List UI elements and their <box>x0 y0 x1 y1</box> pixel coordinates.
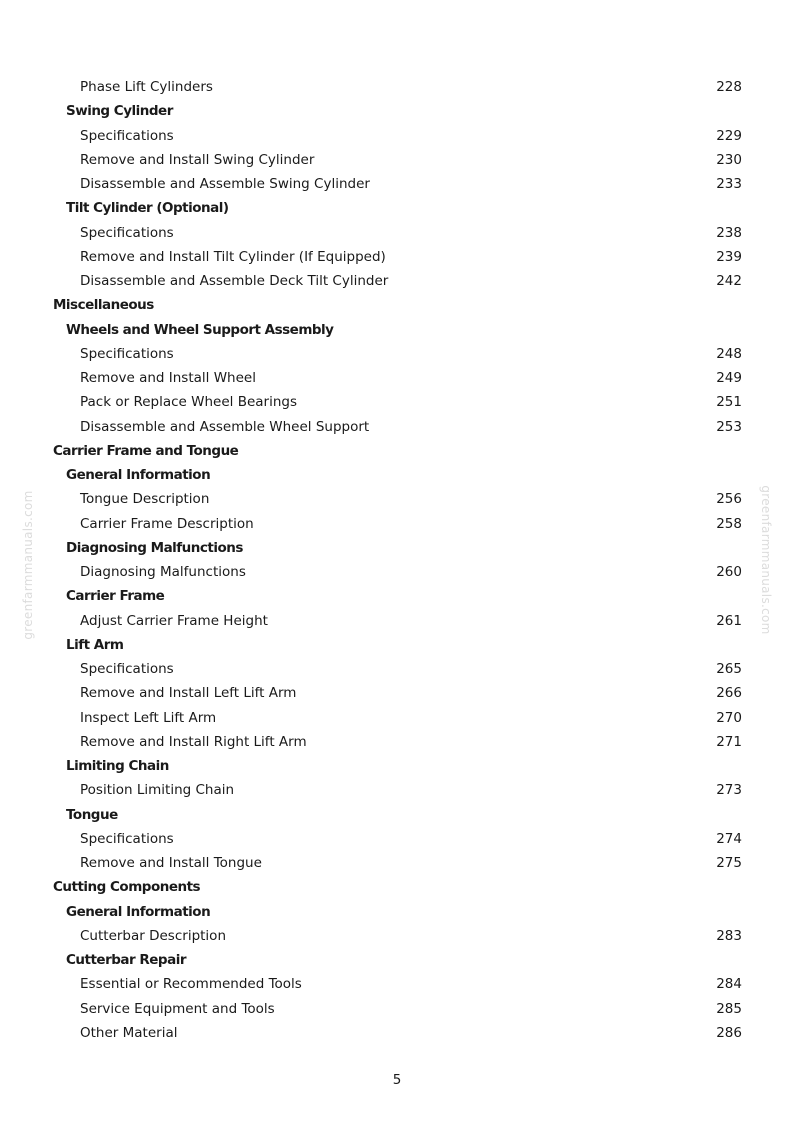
toc-entry[interactable] <box>0 997 794 1021</box>
toc-entry[interactable] <box>0 512 794 536</box>
toc-entry-label: Remove and Install Tilt Cylinder (If Equipped) <box>80 248 386 265</box>
toc-entry-page-number: 242 <box>716 273 742 289</box>
toc-entry-label: Diagnosing Malfunctions <box>80 564 246 580</box>
toc-entry-label: Service Equipment and Tools <box>80 1000 275 1017</box>
toc-entry-page-number: 260 <box>716 564 742 580</box>
toc-entry[interactable] <box>0 681 794 705</box>
toc-entry-page-number: 285 <box>716 1000 742 1017</box>
toc-entry-label: Remove and Install Tongue <box>80 855 262 871</box>
toc-entry[interactable] <box>0 172 794 196</box>
toc-entry-label: Carrier Frame Description <box>80 515 254 532</box>
toc-entry-page-number: 253 <box>716 418 742 435</box>
toc-entry-label: Position Limiting Chain <box>80 782 235 799</box>
toc-entry-label: Limiting Chain <box>66 758 169 774</box>
toc-entry-label: Disassemble and Assemble Deck Tilt Cylinder <box>80 273 389 289</box>
toc-entry-page-number: 256 <box>716 491 742 508</box>
toc-entry-label: Carrier Frame <box>66 588 165 605</box>
toc-entry[interactable] <box>0 148 794 172</box>
toc-entry-label: Carrier Frame and Tongue <box>53 442 239 459</box>
toc-entry-page-number: 251 <box>716 394 742 411</box>
toc-entry-page-number: 261 <box>716 612 742 629</box>
toc-entry-label: Tongue <box>66 806 118 823</box>
watermark-left: greenfarmmanuals.com <box>21 490 35 640</box>
toc-subsection-heading[interactable] <box>0 196 794 220</box>
toc-entry-label: Specifications <box>80 345 174 362</box>
toc-entry[interactable] <box>0 124 794 148</box>
toc-subsection-heading[interactable] <box>0 584 794 608</box>
toc-entry-label: Adjust Carrier Frame Height <box>80 612 268 629</box>
page-number: 5 <box>392 1072 402 1088</box>
watermark-right: greenfarmmanuals.com <box>759 485 773 635</box>
toc-entry[interactable] <box>0 657 794 681</box>
toc-entry[interactable] <box>0 75 794 99</box>
toc-entry[interactable] <box>0 415 794 439</box>
toc-entry-page-number: 229 <box>716 127 742 144</box>
toc-subsection-heading[interactable] <box>0 536 794 560</box>
table-of-contents <box>0 75 794 1045</box>
toc-entry-label: Lift Arm <box>66 636 124 653</box>
toc-entry-page-number: 228 <box>716 79 742 95</box>
toc-entry-label: Pack or Replace Wheel Bearings <box>80 394 297 411</box>
toc-entry-page-number: 275 <box>716 855 742 871</box>
toc-entry-label: Cutting Components <box>53 879 201 896</box>
toc-entry[interactable] <box>0 366 794 390</box>
toc-entry[interactable] <box>0 851 794 875</box>
toc-entry-label: Miscellaneous <box>53 297 154 314</box>
toc-entry-label: Other Material <box>80 1024 178 1041</box>
toc-entry[interactable] <box>0 487 794 511</box>
toc-entry[interactable] <box>0 269 794 293</box>
toc-entry-label: Specifications <box>80 830 174 847</box>
toc-entry-label: Remove and Install Wheel <box>80 370 256 386</box>
toc-entry-label: Disassemble and Assemble Wheel Support <box>80 418 370 435</box>
toc-entry-label: Tongue Description <box>80 491 210 508</box>
toc-entry-label: Cutterbar Description <box>80 927 226 944</box>
toc-subsection-heading[interactable] <box>0 463 794 487</box>
toc-section-heading[interactable] <box>0 875 794 899</box>
toc-section-heading[interactable] <box>0 293 794 317</box>
toc-subsection-heading[interactable] <box>0 900 794 924</box>
toc-entry[interactable] <box>0 560 794 584</box>
toc-entry-page-number: 248 <box>716 345 742 362</box>
toc-entry-page-number: 271 <box>716 733 742 750</box>
toc-entry[interactable] <box>0 1021 794 1045</box>
toc-entry-label: Specifications <box>80 224 174 241</box>
toc-entry-label: Inspect Left Lift Arm <box>80 709 217 726</box>
toc-entry-page-number: 286 <box>716 1024 742 1041</box>
toc-entry[interactable] <box>0 221 794 245</box>
toc-entry-label: Cutterbar Repair <box>66 952 186 968</box>
toc-entry[interactable] <box>0 730 794 754</box>
toc-entry-page-number: 273 <box>716 782 742 799</box>
toc-entry-page-number: 283 <box>716 927 742 944</box>
toc-entry[interactable] <box>0 342 794 366</box>
toc-entry-label: Remove and Install Left Lift Arm <box>80 685 297 702</box>
toc-entry-page-number: 265 <box>716 661 742 677</box>
toc-entry[interactable] <box>0 390 794 414</box>
toc-subsection-heading[interactable] <box>0 803 794 827</box>
toc-section-heading[interactable] <box>0 439 794 463</box>
toc-entry-label: General Information <box>66 467 211 483</box>
toc-entry-label: Specifications <box>80 127 174 144</box>
toc-entry[interactable] <box>0 924 794 948</box>
toc-entry-page-number: 249 <box>716 370 742 386</box>
toc-entry-label: Wheels and Wheel Support Assembly <box>66 321 334 338</box>
toc-entry-label: Diagnosing Malfunctions <box>66 539 243 556</box>
toc-entry-page-number: 258 <box>716 515 742 532</box>
toc-entry-page-number: 238 <box>716 224 742 241</box>
toc-entry[interactable] <box>0 706 794 730</box>
toc-entry-label: Disassemble and Assemble Swing Cylinder <box>80 176 370 192</box>
toc-entry-page-number: 266 <box>716 685 742 702</box>
toc-subsection-heading[interactable] <box>0 948 794 972</box>
toc-entry-label: Remove and Install Swing Cylinder <box>80 151 315 168</box>
toc-subsection-heading[interactable] <box>0 754 794 778</box>
toc-entry[interactable] <box>0 827 794 851</box>
toc-entry-page-number: 239 <box>716 248 742 265</box>
toc-entry-label: Swing Cylinder <box>66 103 173 120</box>
toc-entry-label: Essential or Recommended Tools <box>80 976 302 993</box>
toc-entry-page-number: 233 <box>716 176 742 192</box>
toc-entry[interactable] <box>0 972 794 996</box>
toc-entry-label: Tilt Cylinder (Optional) <box>66 200 229 217</box>
toc-entry-page-number: 284 <box>716 976 742 993</box>
toc-subsection-heading[interactable] <box>0 633 794 657</box>
toc-entry-page-number: 270 <box>716 709 742 726</box>
toc-subsection-heading[interactable] <box>0 99 794 123</box>
toc-entry-label: Specifications <box>80 661 174 677</box>
toc-entry-label: Remove and Install Right Lift Arm <box>80 733 307 750</box>
toc-subsection-heading[interactable] <box>0 318 794 342</box>
toc-entry-page-number: 230 <box>716 151 742 168</box>
toc-entry-page-number: 274 <box>716 830 742 847</box>
toc-entry[interactable] <box>0 245 794 269</box>
toc-entry[interactable] <box>0 609 794 633</box>
toc-entry-label: General Information <box>66 903 211 920</box>
toc-entry[interactable] <box>0 778 794 802</box>
toc-entry-label: Phase Lift Cylinders <box>80 79 213 95</box>
